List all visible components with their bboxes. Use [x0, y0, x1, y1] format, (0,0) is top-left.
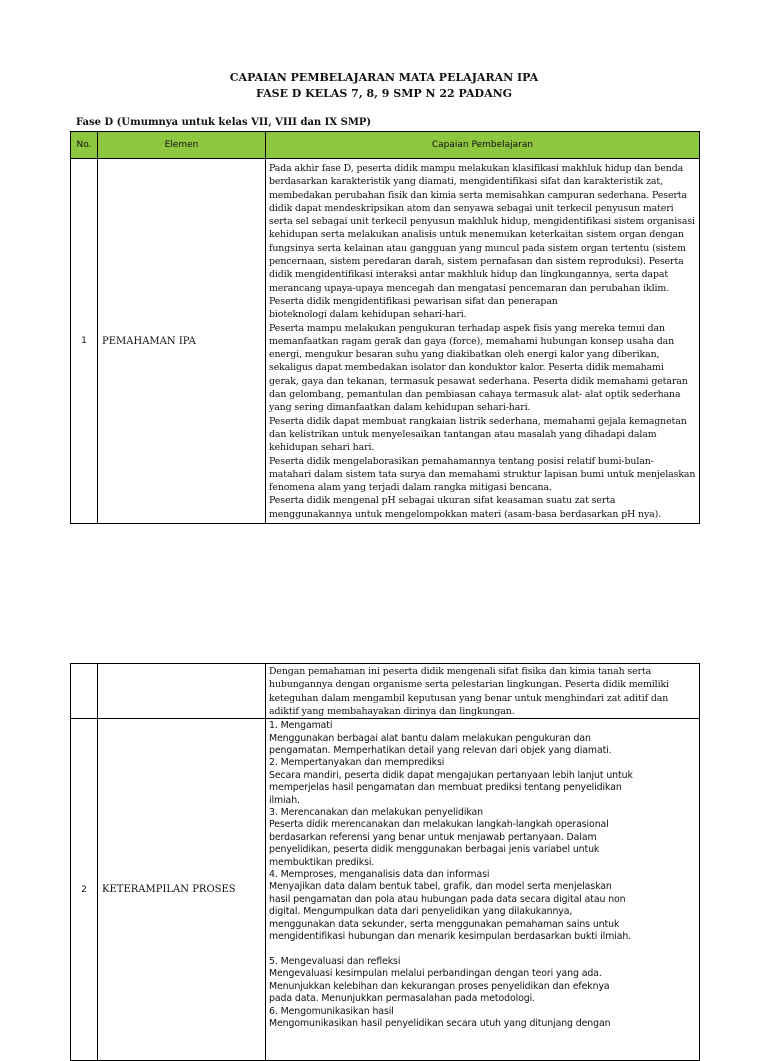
capaian-line: 6. Mengomunikasikan hasil: [269, 1005, 394, 1017]
document-subtitle: FASE D KELAS 7, 8, 9 SMP N 22 PADANG: [255, 87, 513, 100]
capaian-line: Pada akhir fase D, peserta didik mampu melakukan klasifikasi makhluk hidup dan benda: [269, 162, 684, 174]
capaian-line: Menyajikan data dalam bentuk tabel, grafik, dan model serta menjelaskan: [269, 881, 612, 893]
capaian-line: hubungannya dengan organisme serta pelestarian lingkungan. Peserta didik memiliki: [269, 679, 669, 691]
capaian-line: adiktif yang membahayakan dirinya dan lingkungan.: [269, 705, 515, 717]
capaian-line: pada data. Menunjukkan permasalahan pada metodologi.: [269, 993, 535, 1005]
row-elemen: PEMAHAMAN IPA: [98, 159, 266, 524]
capaian-line: berdasarkan referensi yang benar untuk menjawab pertanyaan. Dalam: [269, 831, 597, 843]
capaian-line: menggunakannya untuk mengelompokkan materi (asam-basa berdasarkan pH nya).: [269, 508, 662, 520]
capaian-line: membedakan perubahan fisik dan kimia serta memisahkan campuran sederhana. Peserta: [269, 189, 687, 201]
row-number: 1: [71, 159, 98, 524]
capaian-line: matahari dalam sistem tata surya dan memahami struktur lapisan bumi untuk menjelaskan: [269, 468, 696, 480]
capaian-line: didik mengidentifikasi interaksi antar makhluk hidup dan lingkungannya, serta dapat: [269, 269, 669, 281]
row-capaian: [266, 664, 700, 719]
capaian-line: sekaligus dapat membedakan isolator dan konduktor kalor. Peserta didik memahami: [269, 362, 664, 374]
capaian-line: didik dapat mendeskripsikan atom dan senyawa sebagai unit terkecil penyusun materi: [269, 202, 674, 214]
capaian-line: berdasarkan karakteristik yang diamati, mengidentifikasi sifat dan karakteristik zat,: [269, 176, 663, 188]
capaian-line: 2. Mempertanyakan dan memprediksi: [269, 757, 445, 769]
capaian-table-page2: [70, 663, 700, 1061]
capaian-line: pengamatan. Memperhatikan detail yang relevan dari objek yang diamati.: [269, 745, 612, 756]
capaian-line: 4. Memproses, menganalisis data dan informasi: [269, 869, 490, 881]
capaian-line: gerak, gaya dan tekanan, termasuk pesawat sederhana. Peserta didik memahami getaran: [269, 375, 688, 387]
capaian-line: Menggunakan berbagai alat bantu dalam melakukan pengukuran dan: [269, 732, 591, 744]
capaian-line: fenomena alam yang terjadi dalam rangka mitigasi bencana.: [269, 482, 552, 494]
fase-label: Fase D (Umumnya untuk kelas VII, VIII dan IX SMP): [76, 117, 372, 128]
row-elemen: [98, 664, 266, 719]
capaian-line: yang sering dimanfaatkan dalam kehidupan sehari-hari.: [269, 402, 531, 414]
capaian-line: mengidentifikasi hubungan dan menarik kesimpulan berdasarkan bukti ilmiah.: [269, 931, 632, 943]
capaian-line: 1. Mengamati: [269, 720, 333, 732]
capaian-line: Secara mandiri, peserta didik dapat mengajukan pertanyaan lebih lanjut untuk: [269, 769, 633, 781]
row-number: 2: [71, 719, 98, 1061]
capaian-line: ilmiah.: [269, 794, 300, 806]
capaian-line: energi, mengukur besaran suhu yang diakibatkan oleh energi kalor yang diberikan,: [269, 349, 660, 361]
capaian-line: memperjelas hasil pengamatan dan membuat prediksi tentang penyelidikan: [269, 782, 622, 794]
capaian-line: digital. Mengumpulkan data dari penyelidikan yang dilakukannya,: [269, 906, 573, 918]
capaian-line: memanfaatkan ragam gerak dan gaya (force), memahami hubungan konsep usaha dan: [269, 335, 675, 347]
capaian-line: Mengomunikasikan hasil penyelidikan secara utuh yang ditunjang dengan: [269, 1017, 611, 1029]
table-row: [71, 159, 700, 524]
row-capaian: [266, 719, 700, 1061]
row-capaian: [266, 159, 700, 524]
table-row: [71, 719, 700, 1061]
header-capaian: Capaian Pembelajaran: [266, 132, 700, 159]
capaian-line: pencernaan, sistem peredaran darah, sistem pernafasan dan sistem reproduksi). Peserta: [269, 256, 684, 268]
capaian-line: bioteknologi dalam kehidupan sehari-hari.: [269, 309, 467, 321]
capaian-line: [269, 944, 696, 956]
capaian-line: 5. Mengevaluasi dan refleksi: [269, 955, 401, 967]
capaian-line: hasil pengamatan dan pola atau hubungan pada data secara digital atau non: [269, 893, 626, 905]
capaian-line: Peserta didik dapat membuat rangkaian listrik sederhana, memahami gejala kemagnetan: [269, 415, 687, 427]
capaian-line: menggunakan data sekunder, serta menggunakan pemahaman sains untuk: [269, 918, 620, 930]
table-header-row: [71, 132, 700, 159]
capaian-line: Peserta didik mengidentifikasi pewarisan sifat dan penerapan: [269, 295, 558, 307]
capaian-line: Peserta didik merencanakan dan melakukan langkah-langkah operasional: [269, 819, 609, 831]
capaian-line: dan kelistrikan untuk menyelesaikan tantangan atau masalah yang dihadapi dalam: [269, 428, 657, 440]
capaian-table-page1: [70, 131, 700, 524]
capaian-line: merancang upaya-upaya mencegah dan mengatasi pencemaran dan perubahan iklim.: [269, 282, 670, 294]
capaian-line: keteguhan dalam mengambil keputusan yang benar untuk menghindari zat aditif dan: [269, 692, 669, 704]
capaian-line: fungsinya serta kelainan atau gangguan yang muncul pada sistem organ tertentu (sistem: [269, 242, 686, 254]
document-title: CAPAIAN PEMBELAJARAN MATA PELAJARAN IPA: [229, 71, 539, 84]
capaian-line: Mengevaluasi kesimpulan melalui perbandingan dengan teori yang ada.: [269, 968, 602, 980]
capaian-line: Peserta didik mengelaborasikan pemahamannya tentang posisi relatif bumi-bulan-: [269, 455, 654, 467]
header-no: No.: [71, 132, 98, 159]
capaian-line: Menunjukkan kelebihan dan kekurangan proses penyelidikan dan efeknya: [269, 980, 610, 992]
capaian-line: Dengan pemahaman ini peserta didik mengenali sifat fisika dan kimia tanah serta: [269, 666, 652, 677]
capaian-line: dan gelombang, pemantulan dan pembiasan cahaya termasuk alat- alat optik sederhana: [269, 389, 681, 401]
row-number: [71, 664, 98, 719]
capaian-line: membuktikan prediksi.: [269, 856, 375, 868]
table-row: [71, 664, 700, 719]
header-elemen: Elemen: [98, 132, 266, 159]
capaian-line: Peserta mampu melakukan pengukuran terhadap aspek fisis yang mereka temui dan: [269, 322, 665, 334]
capaian-line: kehidupan serta melakukan analisis untuk menemukan keterkaitan sistem organ dengan: [269, 229, 684, 241]
capaian-line: kehidupan sehari hari.: [269, 442, 375, 454]
capaian-line: Peserta didik mengenal pH sebagai ukuran sifat keasaman suatu zat serta: [269, 495, 616, 507]
capaian-line: 3. Merencanakan dan melakukan penyelidikan: [269, 807, 484, 819]
capaian-line: penyelidikan, peserta didik menggunakan berbagai jenis variabel untuk: [269, 844, 600, 856]
capaian-line: serta sel sebagai unit terkecil penyusun makhluk hidup, mengidentifikasi sistem organisasi: [269, 216, 695, 228]
row-elemen: KETERAMPILAN PROSES: [98, 719, 266, 1061]
